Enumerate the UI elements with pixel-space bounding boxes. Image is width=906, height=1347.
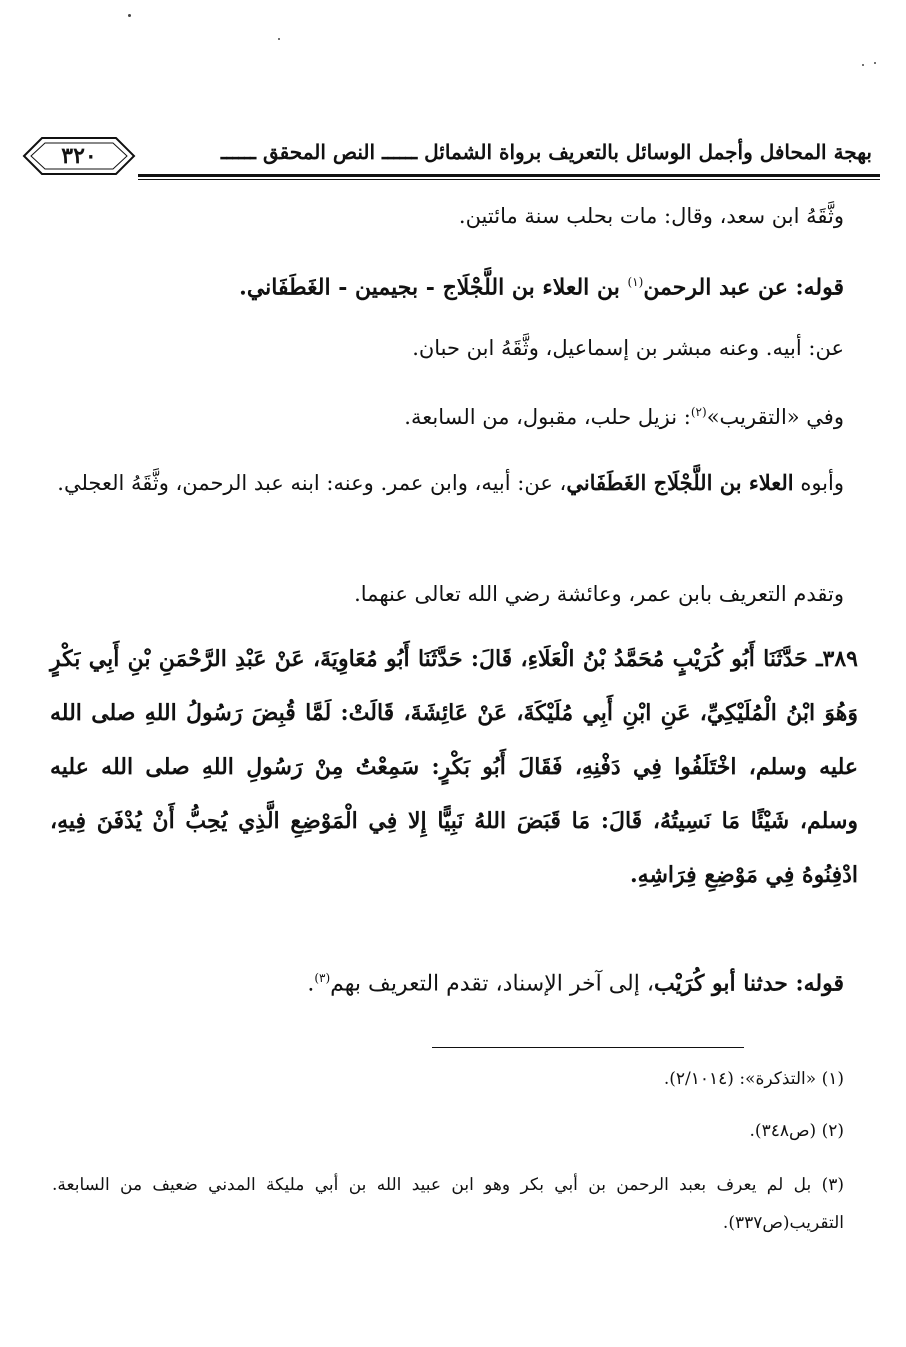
- footnote-divider: [432, 1047, 744, 1048]
- paragraph-heading: [52, 262, 844, 308]
- footnote: (٣) بل لم يعرف بعبد الرحمن بن أبي بكر وهو ابن عبيد الله بن أبي مليكة المدني ضعيف من السابعة. التقريب(ص٣٣٧).: [52, 1175, 844, 1233]
- footnote: (٢) (ص٣٤٨).: [749, 1121, 844, 1141]
- paragraph: [52, 392, 844, 437]
- narrator-name: العلاء بن اللَّجْلَاج الغَطَفَاني: [566, 470, 794, 495]
- hadith-number: ٣٨٩ـ: [816, 646, 858, 672]
- header-rule: [138, 179, 880, 180]
- paragraph: وثَّقَهُ ابن سعد، وقال: مات بحلب سنة مائتين.: [458, 204, 844, 228]
- running-header: [20, 130, 882, 180]
- footnote: (١) «التذكرة»: (٢/١٠١٤).: [663, 1069, 844, 1089]
- page-number-badge: [20, 134, 138, 178]
- closing-lead: قوله: حدثنا أبو كُرَيْب: [653, 970, 844, 997]
- paragraph: [52, 456, 844, 510]
- running-header-title: بهجة المحافل وأجمل الوسائل بالتعريف برواة الشمائل ــــــ النص المحقق ــــــ: [220, 140, 872, 164]
- footnote-ref: (١): [627, 275, 644, 289]
- footnote-ref: (٢): [690, 405, 707, 419]
- heading-lead: قوله: عن عبد الرحمن: [643, 274, 844, 301]
- footnote-ref: (٣): [314, 971, 331, 985]
- scan-speck: [862, 64, 864, 66]
- page-number: ٣٢٠: [61, 143, 97, 169]
- scan-speck: [278, 38, 280, 40]
- paragraph-lead: وأبوه: [793, 471, 844, 495]
- header-rule: [138, 174, 880, 177]
- closing-end: .: [307, 971, 315, 997]
- paragraph-rest: : نزيل حلب، مقبول، من السابعة.: [404, 405, 691, 429]
- scan-speck: [128, 14, 131, 17]
- hadith-body: حَدَّثَنَا أَبُو كُرَيْبٍ مُحَمَّدُ بْنُ الْعَلَاءِ، قَالَ: حَدَّثَنَا أَبُو مُعَاوِيَةَ، عَنْ عَبْدِ الرَّحْمَنِ بْنِ أَبِي بَكْرٍ وَهُوَ ابْنُ الْمُلَيْكِيِّ، عَنِ ابْنِ أَبِي مُلَيْكَةَ، عَنْ عَائِشَةَ، قَالَتْ: لَمَّا قُبِضَ رَسُولُ اللهِ صلى الله عليه وسلم، اخْتَلَفُوا فِي دَفْنِهِ، فَقَالَ أَبُو بَكْرٍ: سَمِعْتُ مِنْ رَسُولِ اللهِ صلى الله عليه وسلم، شَيْئًا مَا نَسِيتُهُ، قَالَ: مَا قَبَضَ اللهُ نَبِيًّا إِلا فِي الْمَوْضِعِ الَّذِي يُحِبُّ أَنْ يُدْفَنَ فِيهِ، ادْفِنُوهُ فِي مَوْضِعِ فِرَاشِهِ.: [50, 646, 859, 888]
- paragraph: عن: أبيه. وعنه مبشر بن إسماعيل، وثَّقَهُ ابن حبان.: [412, 336, 844, 360]
- closing-paragraph: [52, 958, 844, 1004]
- scan-speck: [874, 62, 876, 64]
- paragraph-rest: ، عن: أبيه، وابن عمر. وعنه: ابنه عبد الرحمن، وثَّقَهُ العجلي.: [57, 471, 567, 495]
- closing-rest: ، إلى آخر الإسناد، تقدم التعريف بهم: [330, 971, 654, 997]
- paragraph: وتقدم التعريف بابن عمر، وعائشة رضي الله تعالى عنهما.: [354, 582, 844, 606]
- paragraph-lead: وفي «التقريب»: [706, 405, 844, 429]
- hadith-text: [50, 632, 858, 902]
- heading-rest: بن العلاء بن اللَّجْلَاج - بجيمين - الغَطَفَاني.: [239, 274, 628, 301]
